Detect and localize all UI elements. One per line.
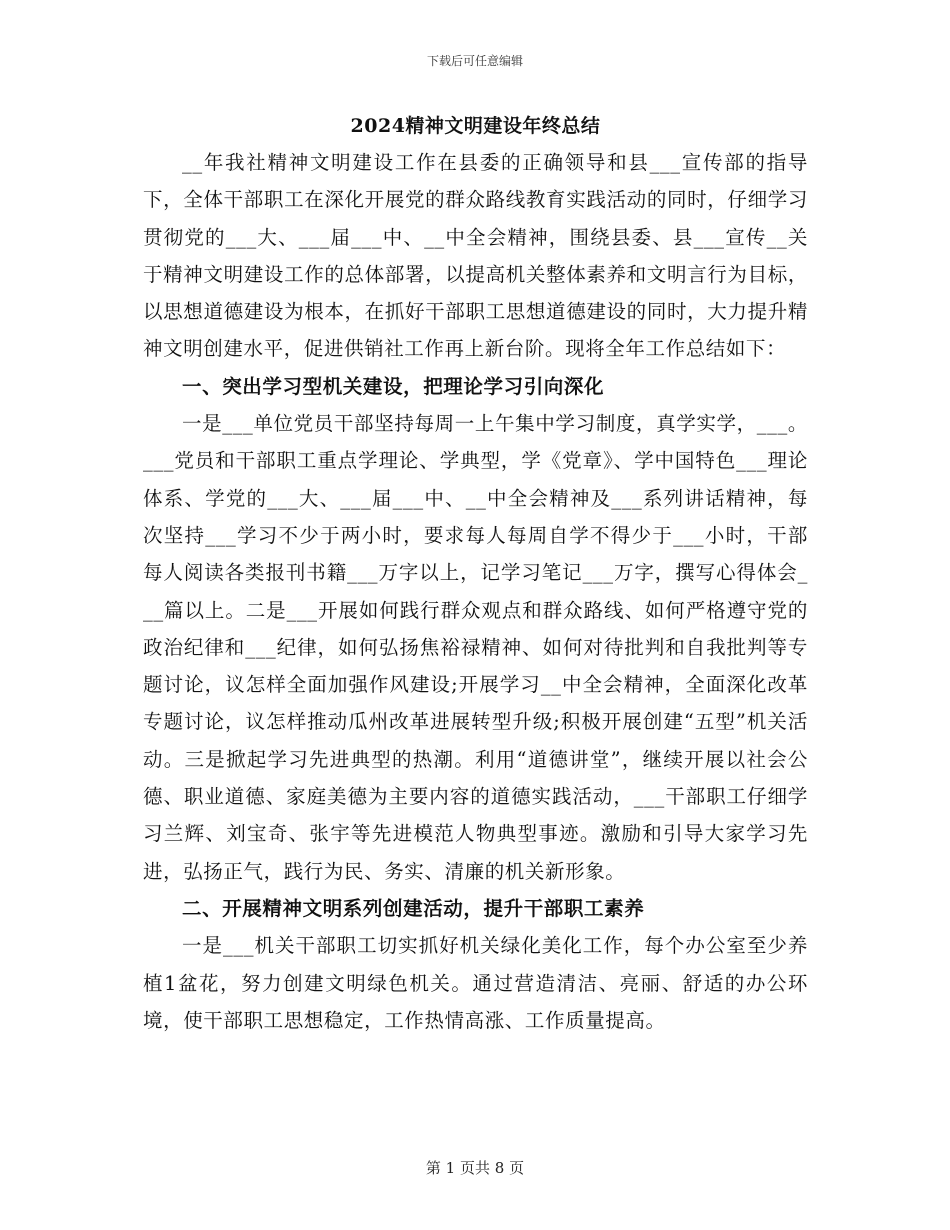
intro-paragraph: __年我社精神文明建设工作在县委的正确领导和县___宣传部的指导下，全体干部职工在深化开展党的群众路线教育实践活动的同时，仔细学习贯彻党的___大、___届___中、__中全会精神，围绕县委、县___宣传__关于精神文明建设工作的总体部署，以提高机关整体素养和文明言行为目标，以思想道德建设为根本，在抓好干部职工思想道德建设的同时，大力提升精神文明创建水平，促进供销社工作再上新台阶。现将全年工作总结如下： bbox=[143, 151, 809, 361]
section-2-paragraph: 一是___机关干部职工切实抓好机关绿化美化工作，每个办公室至少养植1盆花，努力创建文明绿色机关。通过营造清洁、亮丽、舒适的办公环境，使干部职工思想稳定，工作热情高涨、工作质量提高。 bbox=[143, 934, 808, 1032]
section-1-paragraph: 一是___单位党员干部坚持每周一上午集中学习制度，真学实学，___。___党员和干部职工重点学理论、学典型，学《党章》、学中国特色___理论体系、学党的___大、___届___中、__中全会精神及___系列讲话精神，每次坚持___学习不少于两小时，要求每人每周自学不得少于___小时，干部每人阅读各类报刊书籍___万字以上，记学习笔记___万字，撰写心得体会___篇以上。二是___开展如何践行群众观点和群众路线、如何严格遵守党的政治纪律和___纪律，如何弘扬焦裕禄精神、如何对待批判和自我批判等专题讨论，议怎样全面加强作风建设;开展学习__中全会精神，全面深化改革专题讨论，议怎样推动瓜州改革进展转型升级;积极开展创建“五型”机关活动。三是掀起学习先进典型的热潮。利用“道德讲堂”，继续开展以社会公德、职业道德、家庭美德为主要内容的道德实践活动，___干部职工仔细学习兰辉、刘宝奇、张宇等先进模范人物典型事迹。激励和引导大家学习先进，弘扬正气，践行为民、务实、清廉的机关新形象。 bbox=[143, 412, 808, 883]
section-2-heading: 二、开展精神文明系列创建活动，提升干部职工素养 bbox=[182, 896, 645, 920]
page-header: 下载后可任意编辑 bbox=[426, 54, 523, 68]
document-body bbox=[143, 108, 808, 1039]
document-title: 2024精神文明建设年终总结 bbox=[350, 115, 601, 137]
section-1-heading: 一、突出学习型机关建设，把理论学习引向深化 bbox=[182, 374, 605, 398]
page-number: 第 1 页共 8 页 bbox=[425, 1159, 525, 1177]
